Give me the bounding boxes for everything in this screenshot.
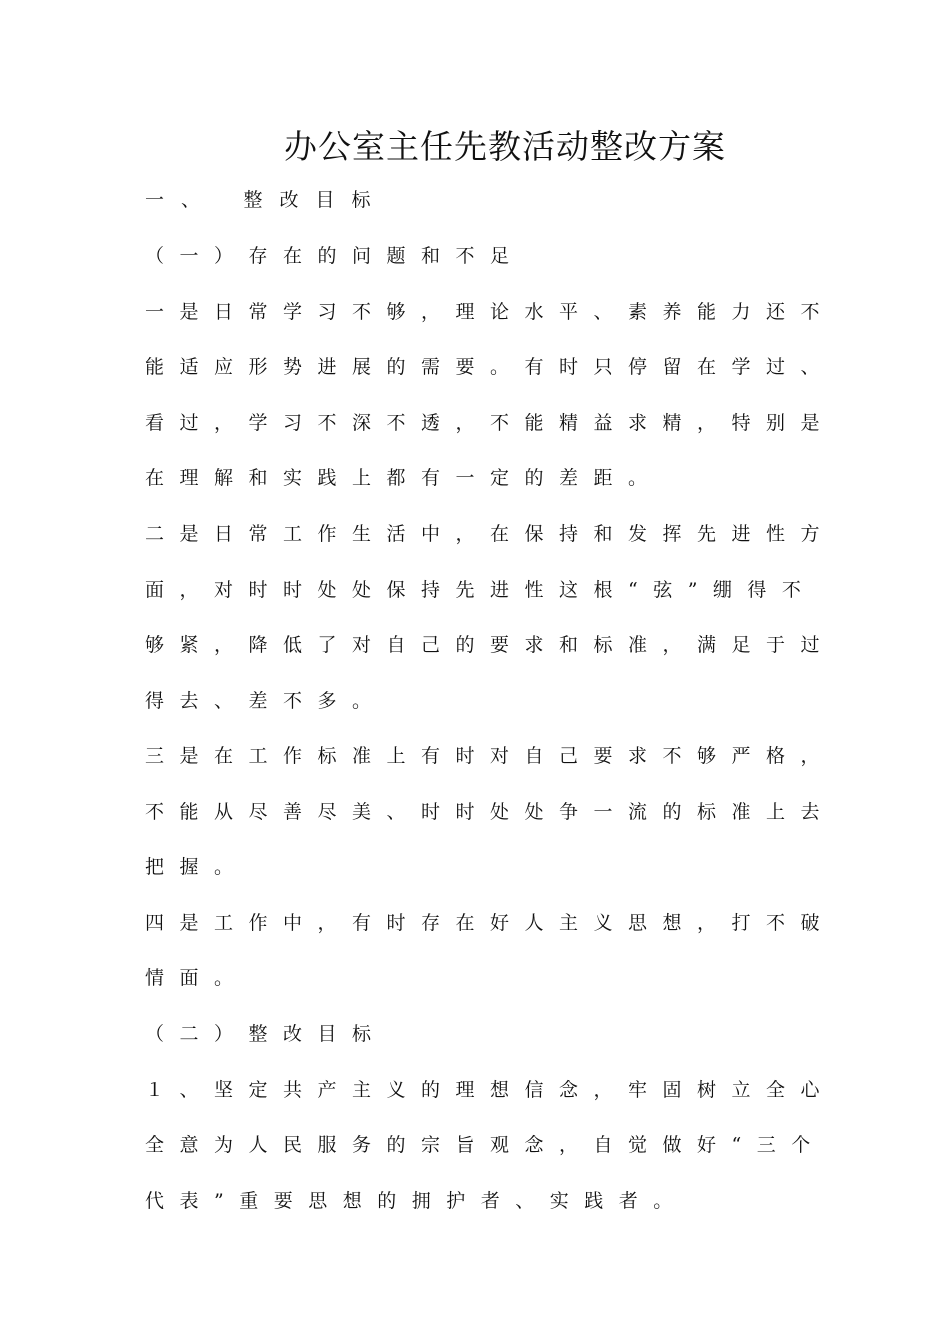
paragraph-line: 一是日常学习不够，理论水平、素养能力还不 bbox=[145, 301, 836, 323]
paragraph-line: 能适应形势进展的需要。有时只停留在学过、 bbox=[145, 356, 836, 378]
paragraph-line: 得去、差不多。 bbox=[145, 690, 387, 712]
document-title: 办公室主任先教活动整改方案 bbox=[284, 127, 726, 166]
paragraph-line: 够紧，降低了对自己的要求和标准，满足于过 bbox=[145, 634, 836, 656]
paragraph-line: 情面。 bbox=[145, 967, 249, 989]
subheading-problems: （一）存在的问题和不足 bbox=[145, 245, 525, 267]
heading-rectification-goals: 一、 整改目标 bbox=[145, 189, 388, 211]
paragraph-line: 四是工作中，有时存在好人主义思想，打不破 bbox=[145, 912, 836, 934]
paragraph-line: 二是日常工作生活中，在保持和发挥先进性方 bbox=[145, 523, 836, 545]
paragraph-line: 不能从尽善尽美、时时处处争一流的标准上去 bbox=[145, 801, 836, 823]
paragraph-line: 看过，学习不深不透，不能精益求精，特别是 bbox=[145, 412, 836, 434]
subheading-goals: （二）整改目标 bbox=[145, 1023, 387, 1045]
paragraph-line: 在理解和实践上都有一定的差距。 bbox=[145, 467, 663, 489]
paragraph-line: 三是在工作标准上有时对自己要求不够严格， bbox=[145, 745, 836, 767]
paragraph-line: 代表”重要思想的拥护者、实践者。 bbox=[145, 1190, 688, 1212]
paragraph-line: 把握。 bbox=[145, 856, 249, 878]
paragraph-line: １、坚定共产主义的理想信念，牢固树立全心 bbox=[145, 1079, 836, 1101]
paragraph-line: 全意为人民服务的宗旨观念，自觉做好“三个 bbox=[145, 1134, 826, 1156]
paragraph-line: 面，对时时处处保持先进性这根“弦”绷得不 bbox=[145, 579, 817, 601]
